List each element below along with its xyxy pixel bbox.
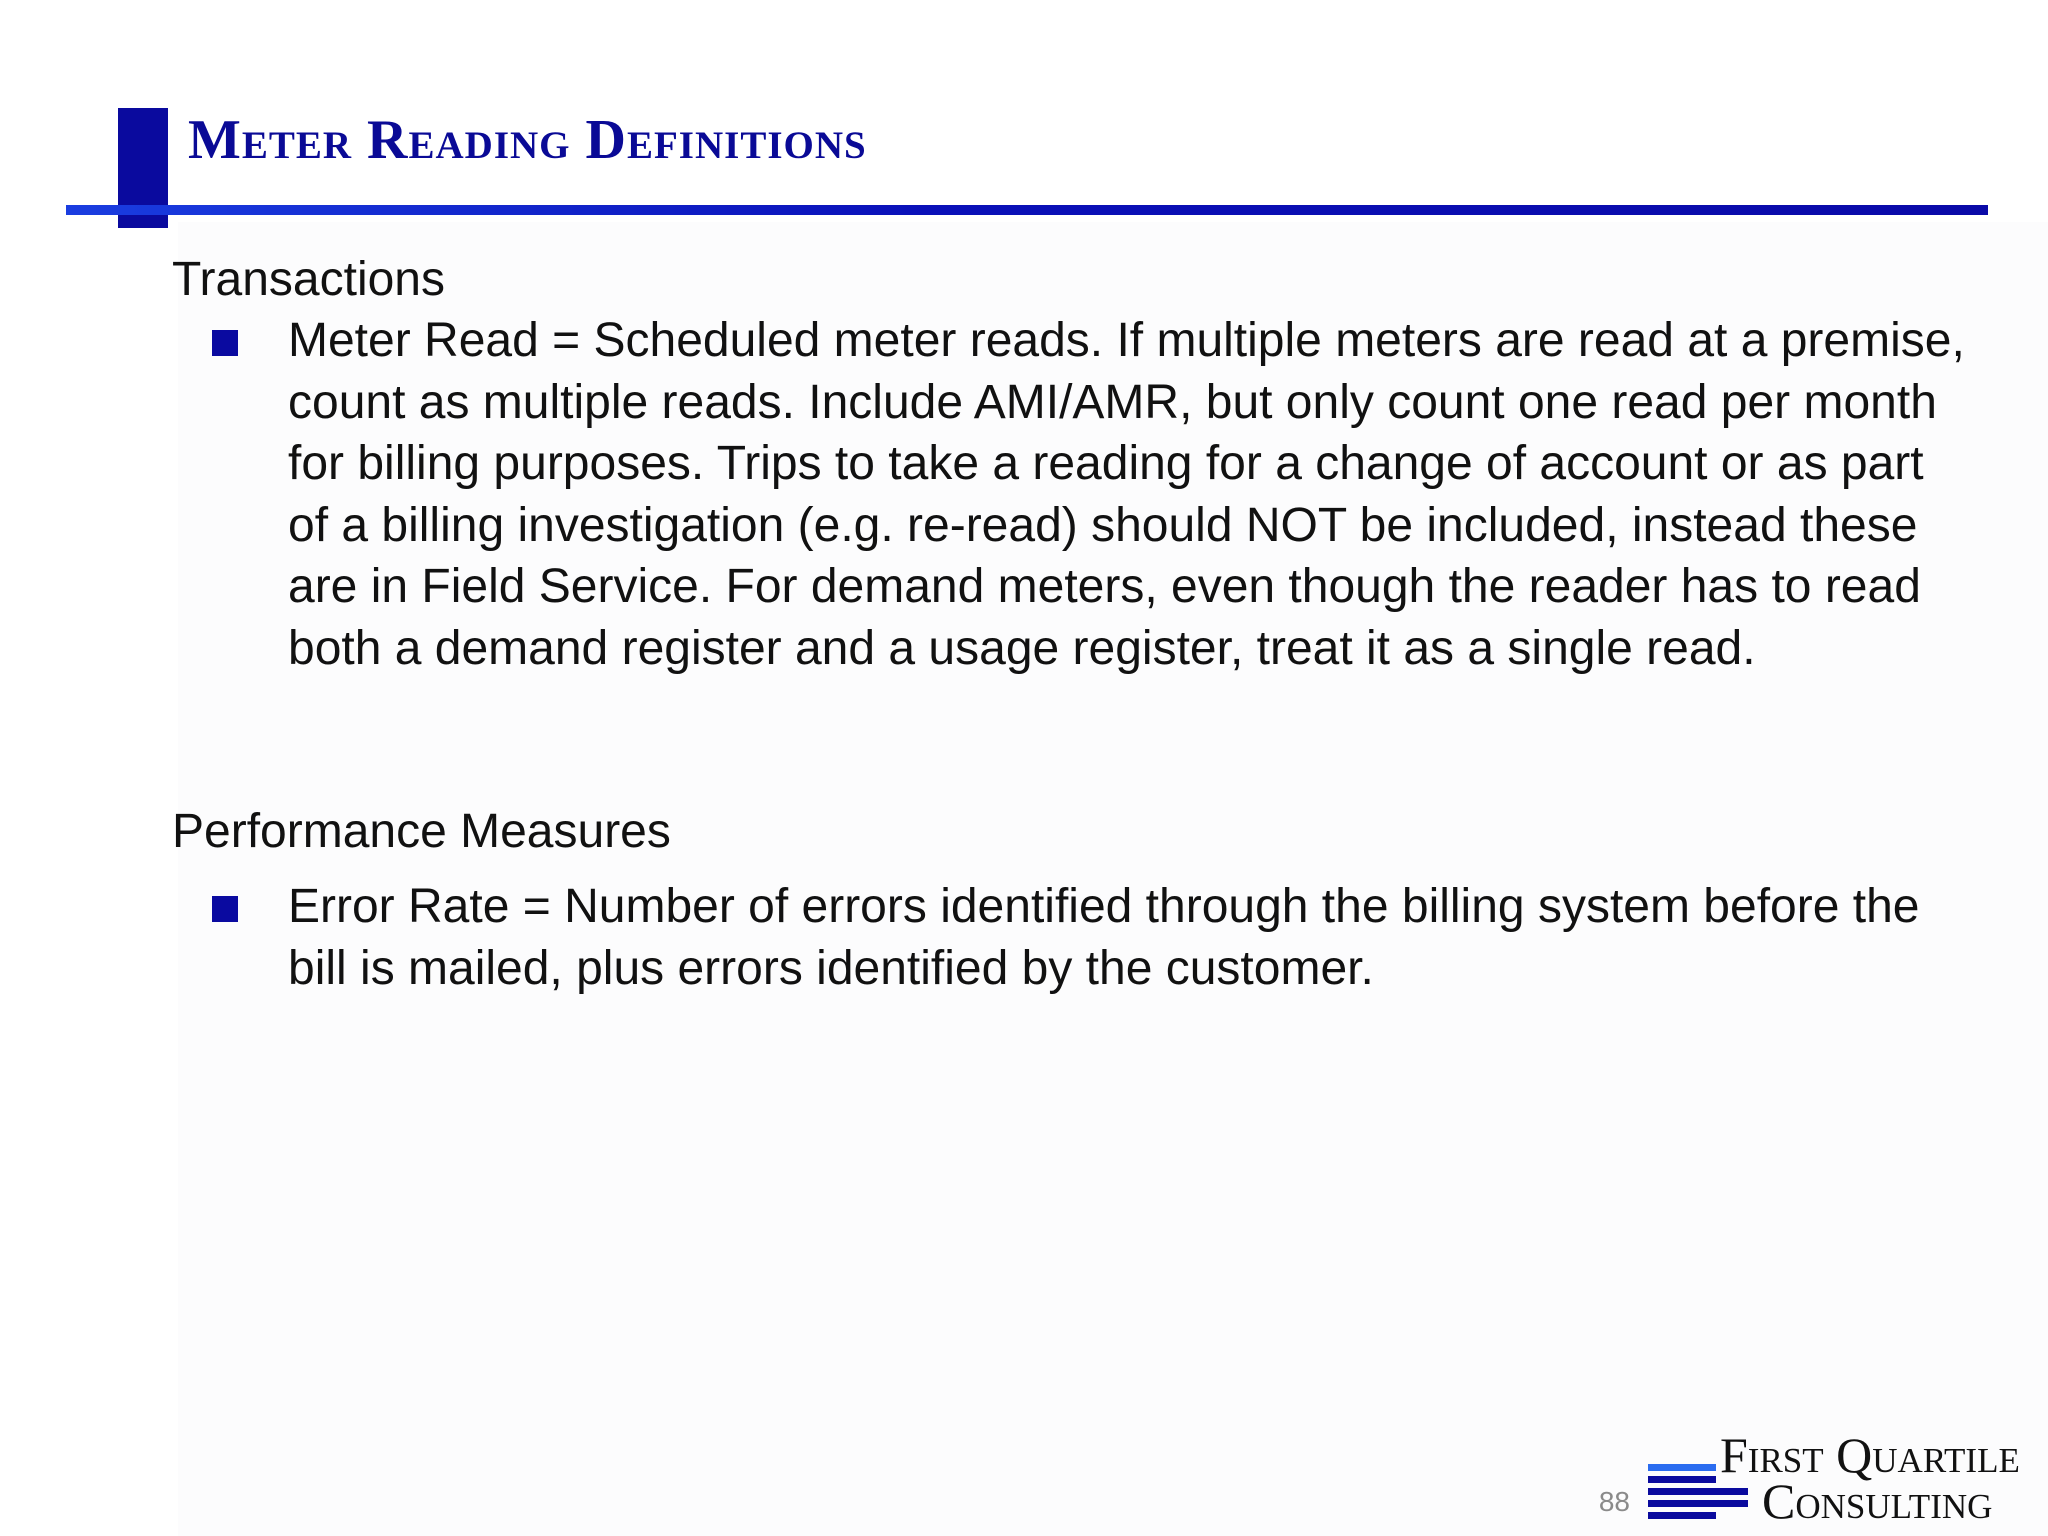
page-number: 88	[1598, 1486, 1630, 1517]
slide-title: Meter Reading Definitions	[188, 109, 867, 171]
section-heading-transactions: Transactions	[172, 253, 445, 306]
square-bullet-icon	[212, 896, 238, 922]
section-heading-performance-measures: Performance Measures	[172, 805, 671, 858]
title-underline-rule	[66, 205, 1988, 215]
square-bullet-icon	[212, 330, 238, 356]
first-quartile-logo	[1644, 1424, 2044, 1529]
logo-text-line2: Consulting	[1762, 1473, 1993, 1529]
logo-text-line1: First Quartile	[1720, 1427, 2020, 1483]
bullet-text-meter-read: Meter Read = Scheduled meter reads. If multiple meters are read at a premise, count as multiple reads. Include AMI/AMR, but only count one read per month for billing purposes. Trips to take a reading for a change of account or as part of a billing investigation (e.g. re-read) should NOT be included, instead these are in Field Service. For demand meters, even though the reader has to read both a demand register and a usage register, treat it as a single read.	[288, 314, 1965, 675]
bullet-text-error-rate: Error Rate = Number of errors identified through the billing system before the bill is mailed, plus errors identified by the customer.	[288, 880, 1920, 995]
